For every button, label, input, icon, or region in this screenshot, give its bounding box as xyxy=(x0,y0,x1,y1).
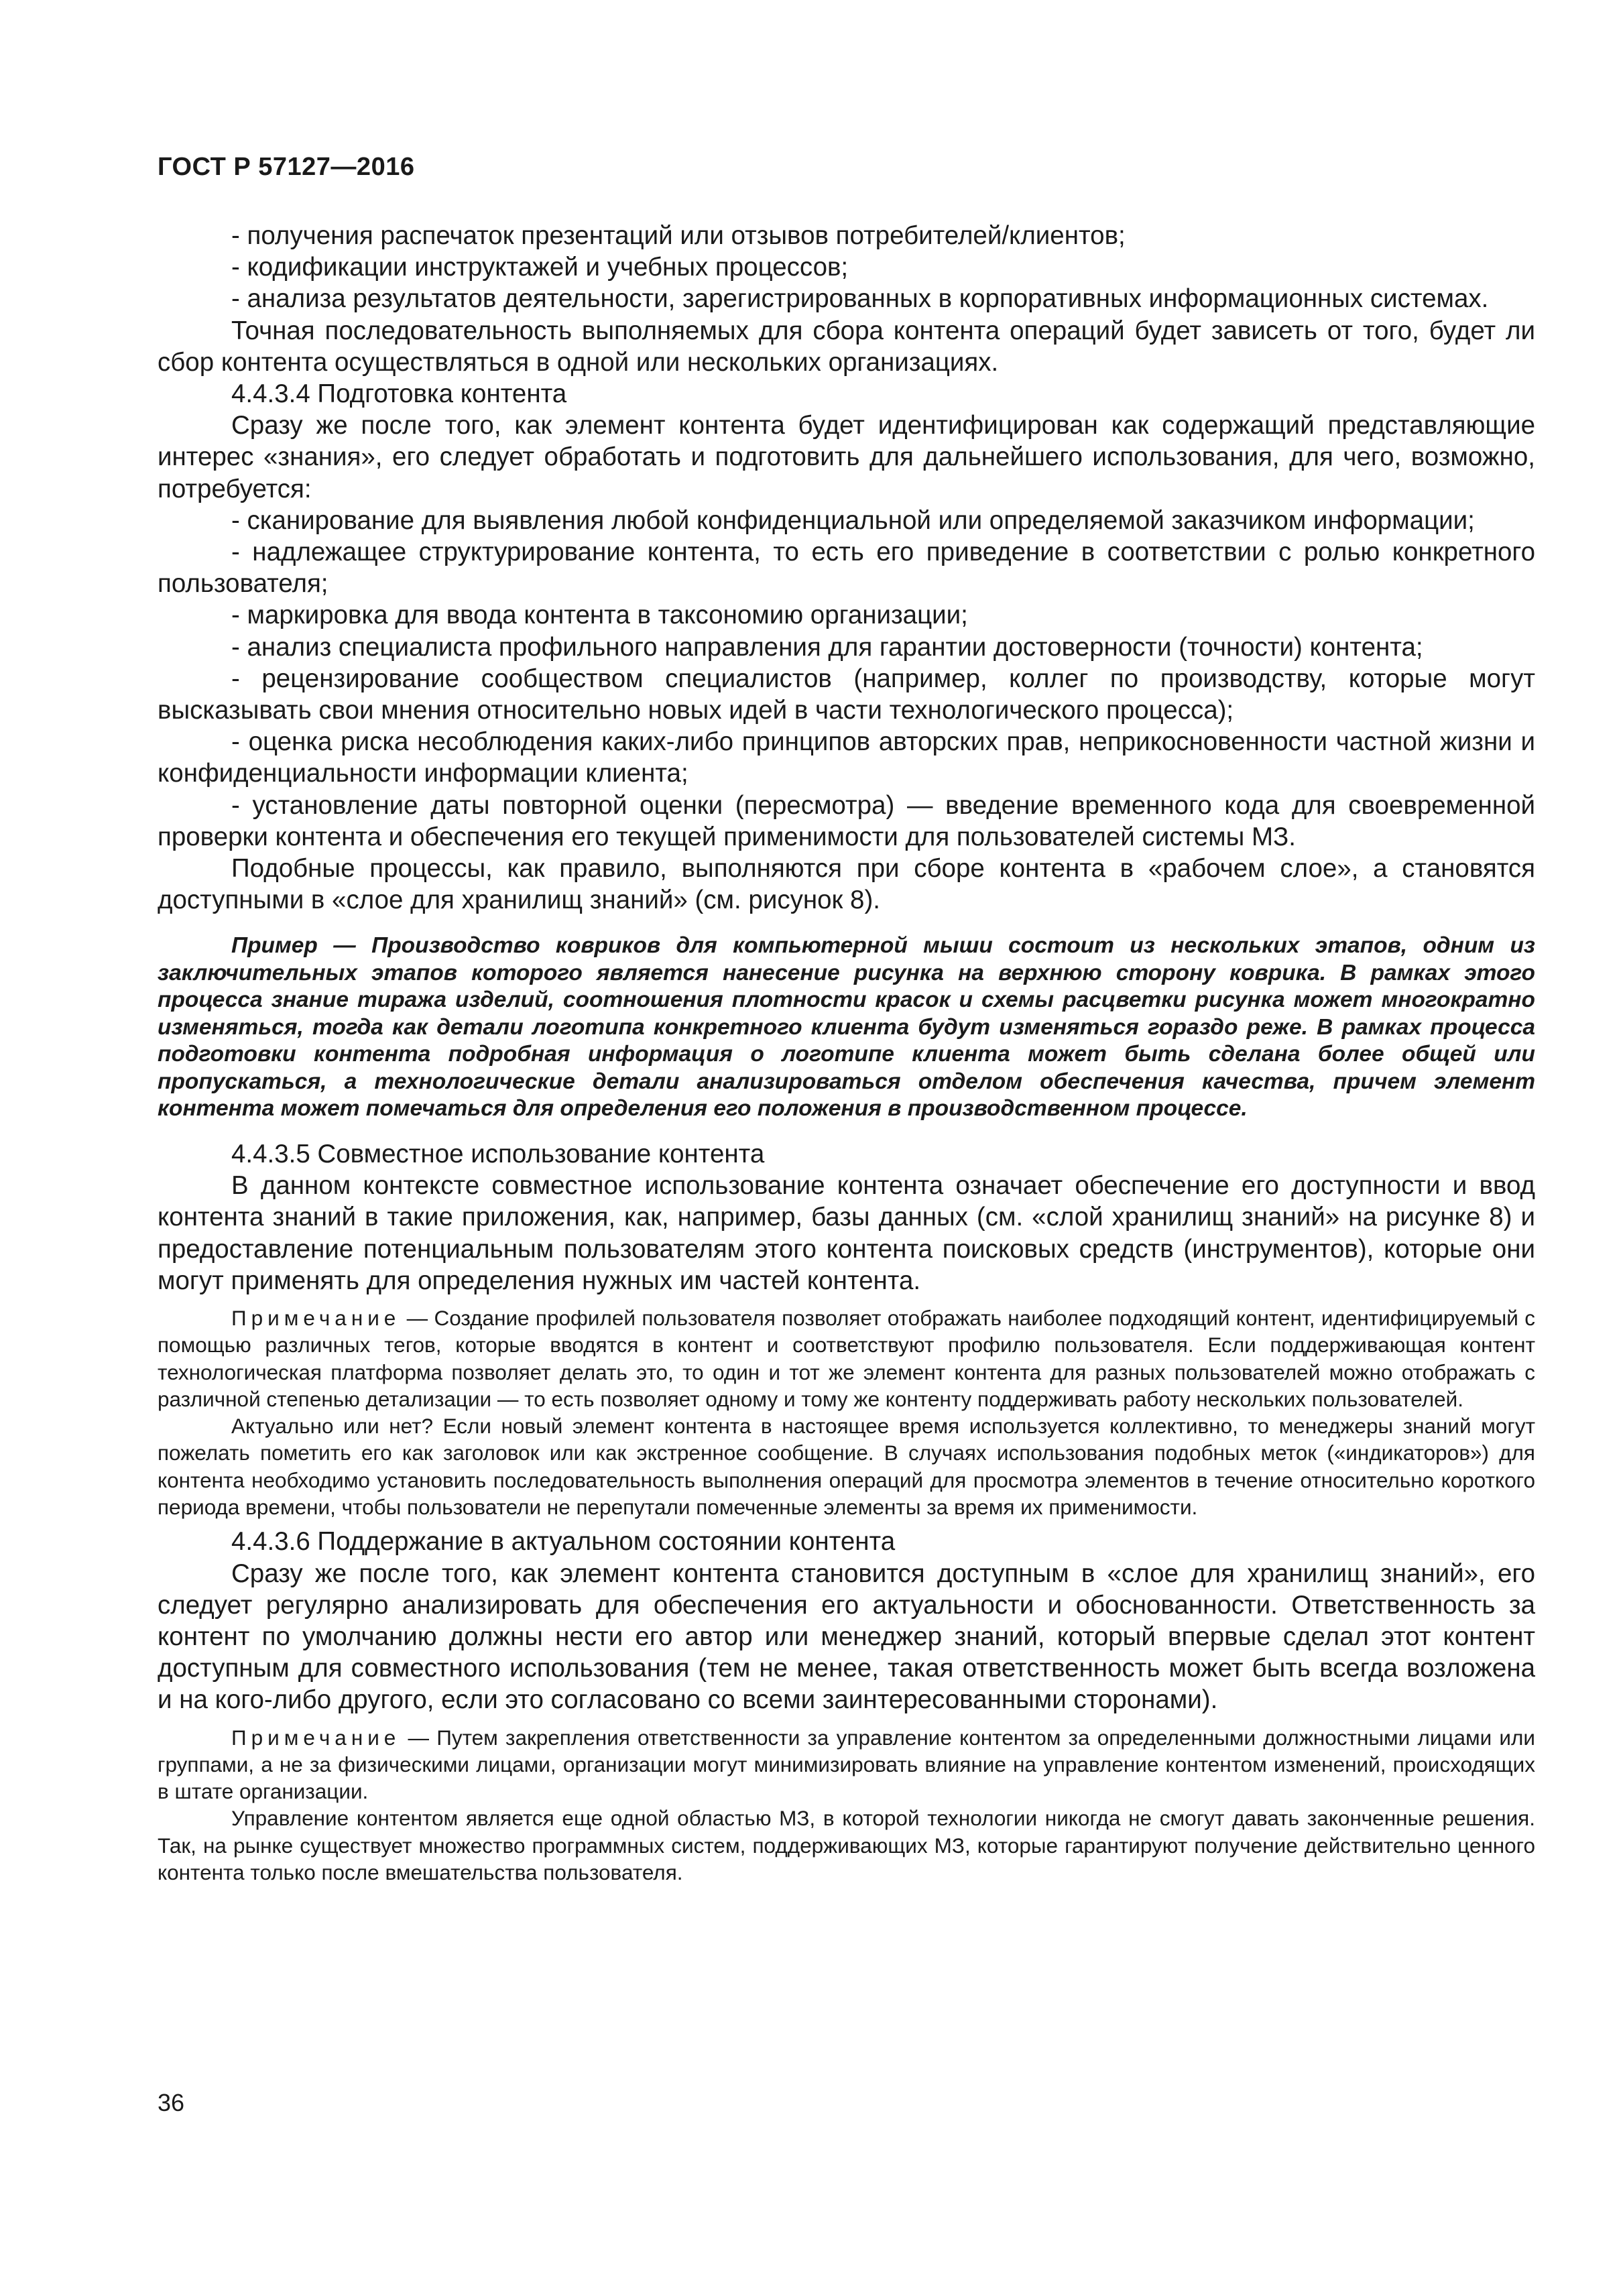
list-item: - надлежащее структурирование контента, то есть его приведение в соответствии с ролью конкретного пользователя; xyxy=(158,538,1535,599)
paragraph: В данном контексте совместное использование контента означает обеспечение его доступности и ввод контента знаний в такие приложения, как, например, базы данных (см. «слой хранилищ знаний» на рисунке 8) и предоставление потенциальным пользователям этого контента поисковых средств (инструментов), которые они могут применять для определения нужных им частей контента. xyxy=(158,1171,1535,1295)
list-item: - рецензирование сообществом специалистов (например, коллег по производству, которые могут высказывать свои мнения относительно новых идей в части технологического процесса); xyxy=(158,664,1535,725)
note-text: — Создание профилей пользователя позволяет отображать наиболее подходящий контент, идентифицируемый с помощью различных тегов, которые вводятся в контент и соответствуют профилю пользователя. Если поддерживающая контент технологическая платформа позволяет делать это, то один и тот же элемент контента для разных пользователей можно отображать с различной степенью детализации — то есть позволяет одному и тому же контенту поддерживать работу нескольких пользователей. xyxy=(158,1305,1535,1411)
list-item: - анализ специалиста профильного направления для гарантии достоверности (точности) контента; xyxy=(231,632,1423,662)
section-heading-4-4-3-5: 4.4.3.5 Совместное использование контента xyxy=(231,1139,765,1168)
document-body xyxy=(158,220,1535,1886)
section-heading-4-4-3-4: 4.4.3.4 Подготовка контента xyxy=(231,379,567,409)
note-paragraph: Актуально или нет? Если новый элемент контента в настоящее время используется коллективно, то менеджеры знаний могут пожелать пометить его как заголовок или как экстренное сообщение. В случаях использования подобных меток («индикаторов») для контента необходимо установить последовательность выполнения операций для просмотра элементов в течение относительно короткого периода времени, чтобы пользователи не перепутали помеченные элементы за время их применимости. xyxy=(158,1414,1535,1520)
note-label: Примечание xyxy=(231,1305,401,1330)
list-item: - сканирование для выявления любой конфиденциальной или определяемой заказчиком информации; xyxy=(231,505,1475,535)
list-item: - анализа результатов деятельности, зарегистрированных в корпоративных информационных системах. xyxy=(231,284,1489,314)
note-label: Примечание xyxy=(231,1725,401,1750)
list-item: - установление даты повторной оценки (пересмотра) — введение временного кода для своевременной проверки контента и обеспечения его текущей применимости для пользователей системы МЗ. xyxy=(158,790,1535,851)
paragraph: Сразу же после того, как элемент контента будет идентифицирован как содержащий представляющие интерес «знания», его следует обработать и подготовить для дальнейшего использования, для чего, возможно, потребуется: xyxy=(158,411,1535,503)
note-text: — Путем закрепления ответственности за управление контентом за определенными должностными лицами или группами, а не за физическими лицами, организации могут минимизировать влияние на управление контентом изменений, происходящих в штате организации. xyxy=(158,1725,1535,1804)
paragraph: Точная последовательность выполняемых для сбора контента операций будет зависеть от того, будет ли сбор контента осуществляться в одной или нескольких организациях. xyxy=(158,316,1535,377)
page-number: 36 xyxy=(158,2089,185,2116)
section-heading-4-4-3-6: 4.4.3.6 Поддержание в актуальном состоянии контента xyxy=(231,1527,896,1557)
list-item: - кодификации инструктажей и учебных процессов; xyxy=(231,253,849,282)
note-paragraph xyxy=(158,1305,1535,1412)
list-item: - оценка риска несоблюдения каких-либо принципов авторских прав, неприкосновенности частной жизни и конфиденциальности информации клиента; xyxy=(158,727,1535,788)
example-block: Пример — Производство ковриков для компьютерной мыши состоит из нескольких этапов, одним из заключительных этапов которого является нанесение рисунка на верхнюю сторону коврика. В рамках этого процесса знание тиража изделий, соотношения плотности красок и схемы расцветки рисунка может многократно изменяться, тогда как детали логотипа конкретного клиента будут изменяться гораздо реже. В рамках процесса подготовки контента подробная информация о логотипе клиента может быть сделана более общей или пропускаться, а технологические детали анализироваться отделом обеспечения качества, причем элемент контента может помечаться для определения его положения в производственном процессе. xyxy=(158,933,1535,1122)
list-item: - маркировка для ввода контента в таксономию организации; xyxy=(231,601,968,630)
paragraph: Сразу же после того, как элемент контента становится доступным в «слое для хранилищ знаний», его следует регулярно анализировать для обеспечения его актуальности и обоснованности. Ответственность за контент по умолчанию должны нести его автор или менеджер знаний, который впервые сделал этот контент доступным для совместного использования (тем не менее, такая ответственность может быть всегда возложена и на кого-либо другого, если это согласовано со всеми заинтересованными сторонами). xyxy=(158,1559,1535,1715)
document-code-header: ГОСТ Р 57127—2016 xyxy=(158,153,415,181)
paragraph: Подобные процессы, как правило, выполняются при сборе контента в «рабочем слое», а становятся доступными в «слое для хранилищ знаний» (см. рисунок 8). xyxy=(158,854,1535,915)
note-paragraph xyxy=(158,1724,1535,1805)
note-paragraph: Управление контентом является еще одной областью МЗ, в которой технологии никогда не смогут давать законченные решения. Так, на рынке существует множество программных систем, поддерживающих МЗ, которые гарантируют получение действительно ценного контента только после вмешательства пользователя. xyxy=(158,1806,1535,1885)
list-item: - получения распечаток презентаций или отзывов потребителей/клиентов; xyxy=(231,221,1126,250)
